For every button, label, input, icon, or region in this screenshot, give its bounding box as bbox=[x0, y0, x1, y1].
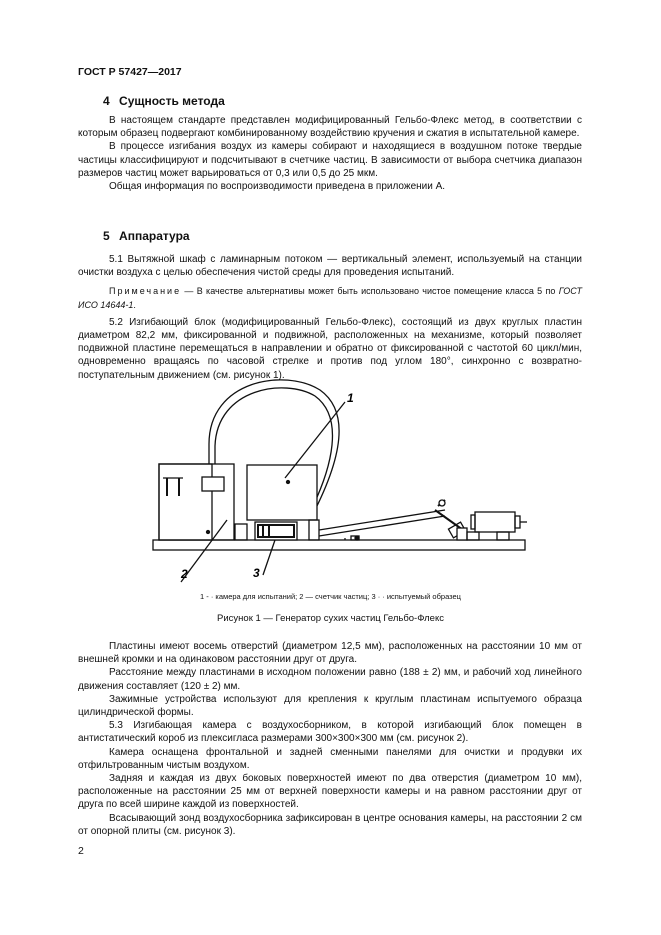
figure-label-1: 1 bbox=[347, 391, 354, 405]
section-4-body bbox=[78, 114, 582, 193]
paragraph: В настоящем стандарте представлен модифицированный Гельбо-Флекс метод, в соответствии с которым образец подвергают комбинированному воздействию кручения и сжатия в испытательной камере. bbox=[78, 115, 582, 140]
particle-counter bbox=[159, 464, 212, 540]
section-5-title: Аппаратура bbox=[119, 229, 190, 243]
paragraph: Расстояние между пластинами в исходном положении равно (188 ± 2) мм, и рабочий ход линейного движения составляет (120 ± 2) мм. bbox=[78, 667, 582, 692]
figure-1-caption: Рисунок 1 — Генератор сухих частиц Гельбо-Флекс bbox=[217, 613, 444, 624]
note bbox=[78, 285, 582, 311]
paragraph: В процессе изгибания воздух из камеры собирают и находящиеся в воздушном потоке твердые частицы классифицируют и подсчитывают в счетчике частиц. В зависимости от выбора счетчика диапазон размеров частиц может варьироваться от 0,3 или 0,5 до 25 мкм. bbox=[78, 141, 582, 179]
section-4-title: Сущность метода bbox=[119, 94, 225, 108]
standard-code: ГОСТ Р 57427—2017 bbox=[78, 66, 182, 78]
paragraph: Зажимные устройства используют для крепления к круглым пластинам испытуемого образца цилиндрической формы. bbox=[78, 693, 582, 719]
section-4-number: 4 bbox=[103, 94, 110, 108]
paragraph-5-2: 5.2 Изгибающий блок (модифицированный Гельбо-Флекс), состоящий из двух круглых пластин диаметром 82,2 мм, фиксированной и подвижной, расположенных на механизме, который позволяет подвижной пластине перемещаться в направлении и обратно от фиксированной с частотой 60 цикл/мин, одновременно вращаясь по часовой стрелке и против под углом 180°, синхронно с возвратно-поступательным движением (см. рисунок 1). bbox=[78, 316, 582, 381]
figure-1-legend: 1 - · камера для испытаний; 2 — счетчик частиц; 3 · · испытуемый образец bbox=[200, 592, 461, 601]
post-figure-body bbox=[78, 640, 582, 838]
motor bbox=[475, 512, 515, 532]
section-5-heading bbox=[103, 229, 190, 243]
section-4-heading bbox=[103, 94, 225, 108]
paragraph: Всасывающий зонд воздухосборника зафиксирован в центре основания камеры, на расстоянии 2 см от опорной плиты (см. рисунок 3). bbox=[78, 812, 582, 837]
note-reference: ГОСТ ИСО 14644-1 bbox=[78, 286, 582, 310]
figure-1-diagram bbox=[145, 360, 535, 585]
paragraph: Задняя и каждая из двух боковых поверхностей имеют по два отверстия (диаметром 10 мм), расположенные на расстоянии 25 мм от верхней поверхности камеры и на равном расстоянии друг от друга по всей ширине каждой из поверхностей. bbox=[78, 773, 582, 811]
test-chamber bbox=[247, 465, 317, 520]
paragraph-5-1: 5.1 Вытяжной шкаф с ламинарным потоком — вертикальный элемент, используемый на станции очистки воздуха с целью обеспечения чистой среды для проведения испытаний. bbox=[78, 254, 582, 279]
note-end: . bbox=[133, 299, 136, 310]
note-text: — В качестве альтернативы может быть использовано чистое помещение класса 5 по bbox=[181, 286, 559, 297]
paragraph: Пластины имеют восемь отверстий (диаметром 12,5 мм), расположенных на расстоянии 10 мм от внешней кромки и на одинаковом расстоянии друг от друга. bbox=[78, 641, 582, 666]
paragraph: Камера оснащена фронтальной и задней сменными панелями для очистки и продувки их отфильтрованным чистым воздухом. bbox=[78, 746, 582, 771]
note-label: Примечание bbox=[109, 286, 182, 297]
paragraph: 5.3 Изгибающая камера с воздухосборником, в которой изгибающий блок помещен в антистатический короб из плексигласа размерами 300×300×300 мм (см. рисунок 2). bbox=[78, 720, 582, 745]
section-5-number: 5 bbox=[103, 229, 110, 243]
figure-label-2: 2 bbox=[181, 567, 188, 581]
paragraph: Общая информация по воспроизводимости приведена в приложении А. bbox=[109, 181, 446, 193]
page-number: 2 bbox=[78, 845, 84, 857]
figure-label-3: 3 bbox=[253, 566, 260, 580]
counter-display bbox=[202, 477, 224, 491]
